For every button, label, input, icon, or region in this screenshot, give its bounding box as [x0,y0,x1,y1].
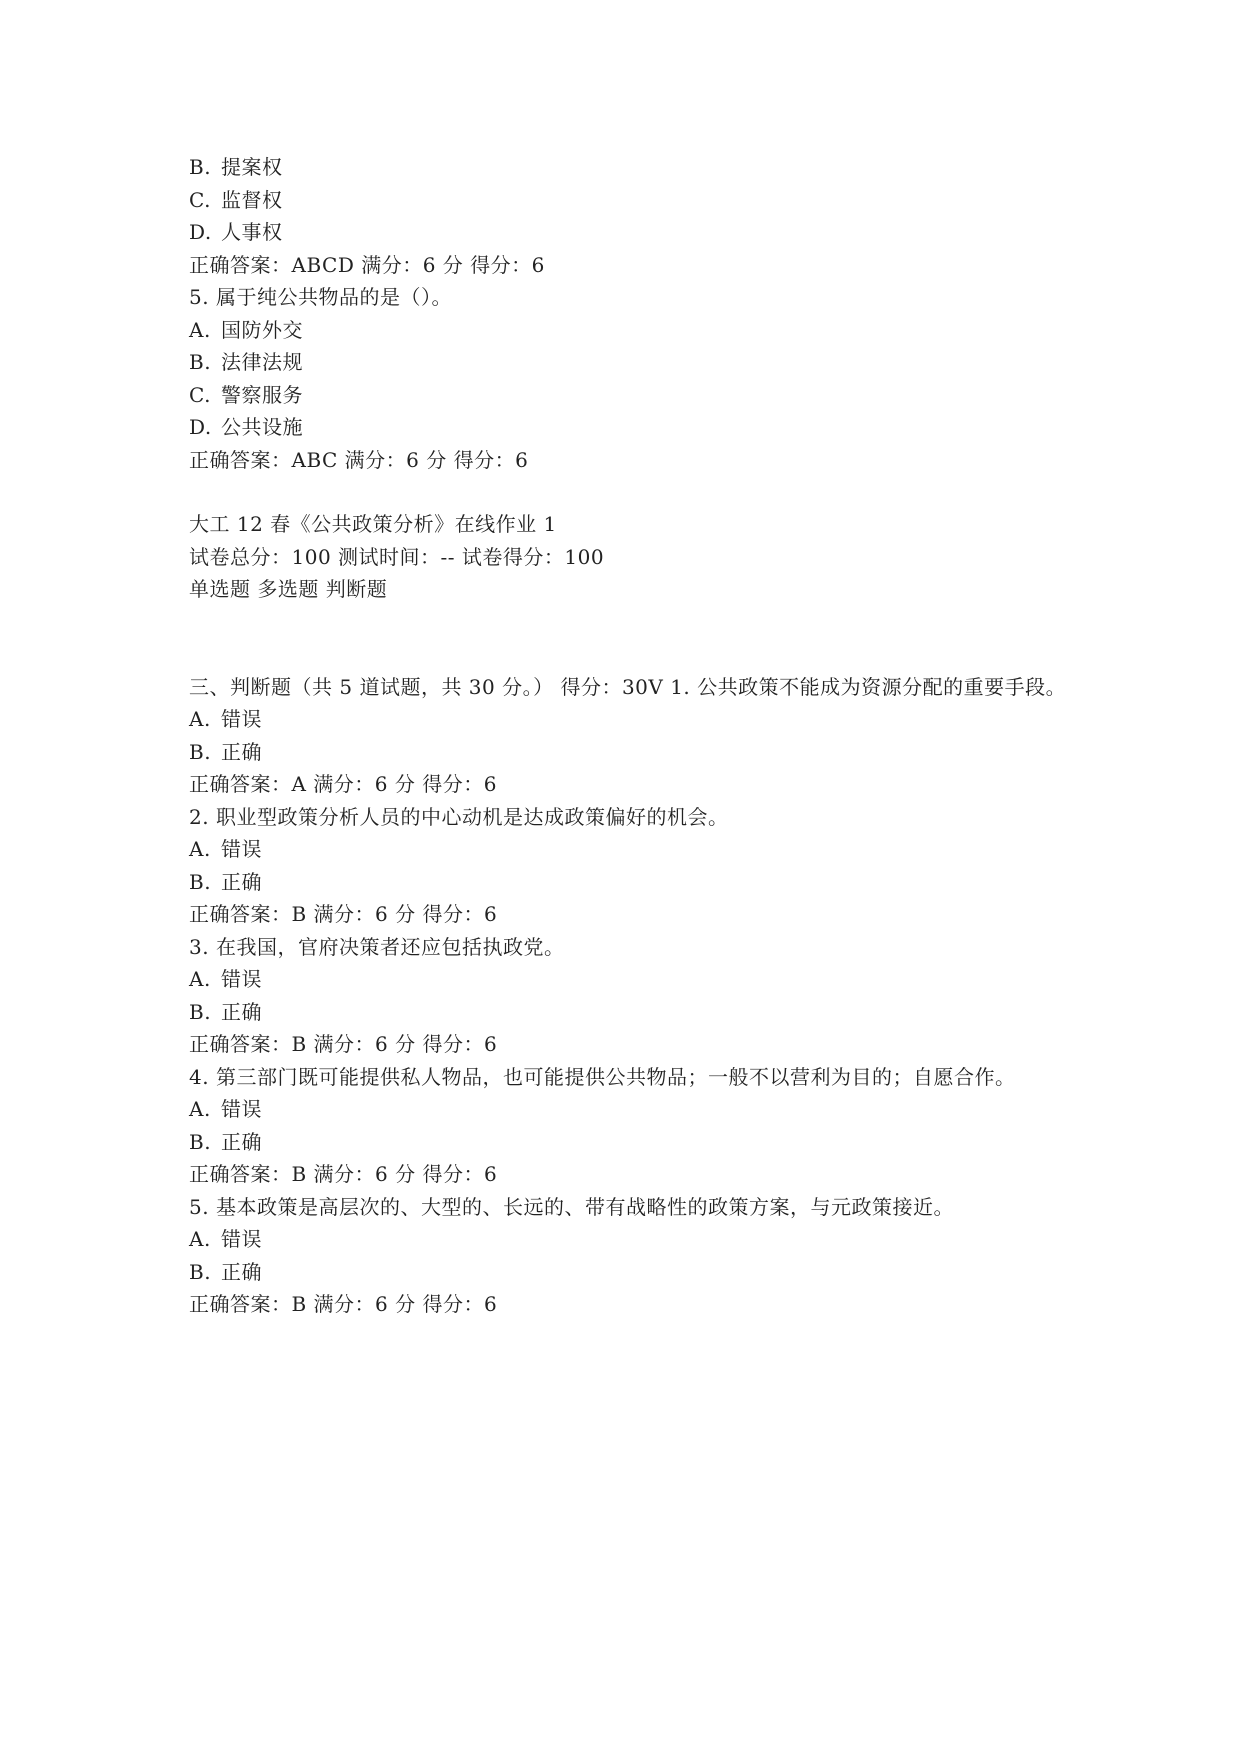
answer-line: 正确答案：B 满分：6 分 得分：6 [189,1032,498,1056]
question-stem: 3. 在我国，官府决策者还应包括执政党。 [189,934,565,959]
answer-line: 正确答案：ABCD 满分：6 分 得分：6 [189,252,545,277]
spacer [189,606,1069,671]
option-b: B. 提案权 [189,155,283,179]
question-stem: 5. 属于纯公共物品的是（）。 [189,285,452,309]
option-a: A. 错误 [189,707,262,731]
question-stem: 4. 第三部门既可能提供私人物品，也可能提供公共物品；一般不以营利为目的；自愿合作。 [189,1064,1016,1089]
assignment-title: 大工 12 春《公共政策分析》在线作业 1 [189,512,557,536]
option-b: B. 法律法规 [189,350,303,374]
option-a: A. 错误 [189,837,262,861]
answer-line: 正确答案：B 满分：6 分 得分：6 [189,1162,498,1186]
answer-line: 正确答案：ABC 满分：6 分 得分：6 [189,447,529,472]
option-d: D. 公共设施 [189,415,303,439]
spacer [189,476,1069,508]
option-b: B. 正确 [189,999,262,1024]
question-stem: 2. 职业型政策分析人员的中心动机是达成政策偏好的机会。 [189,804,729,829]
option-b: B. 正确 [189,869,262,894]
answer-line: 正确答案：B 满分：6 分 得分：6 [189,1292,498,1316]
answer-line: 正确答案：B 满分：6 分 得分：6 [189,902,498,926]
section-list: 单选题 多选题 判断题 [189,577,388,601]
answer-line: 正确答案：A 满分：6 分 得分：6 [189,772,497,796]
option-a: A. 错误 [189,1227,262,1251]
document-page [189,151,1069,1321]
section-intro: 三、判断题（共 5 道试题，共 30 分。） 得分：30V 1. 公共政策不能成为资源分配的重要手段。 [189,674,1067,699]
option-d: D. 人事权 [189,220,283,244]
option-b: B. 正确 [189,1259,262,1284]
option-c: C. 监督权 [189,187,283,212]
option-b: B. 正确 [189,739,262,764]
option-b: B. 正确 [189,1129,262,1154]
option-a: A. 错误 [189,1097,262,1121]
score-meta: 试卷总分：100 测试时间：-- 试卷得分：100 [189,544,605,569]
option-c: C. 警察服务 [189,382,303,407]
option-a: A. 错误 [189,967,262,991]
question-stem: 5. 基本政策是高层次的、大型的、长远的、带有战略性的政策方案，与元政策接近。 [189,1194,954,1219]
option-a: A. 国防外交 [189,317,303,342]
